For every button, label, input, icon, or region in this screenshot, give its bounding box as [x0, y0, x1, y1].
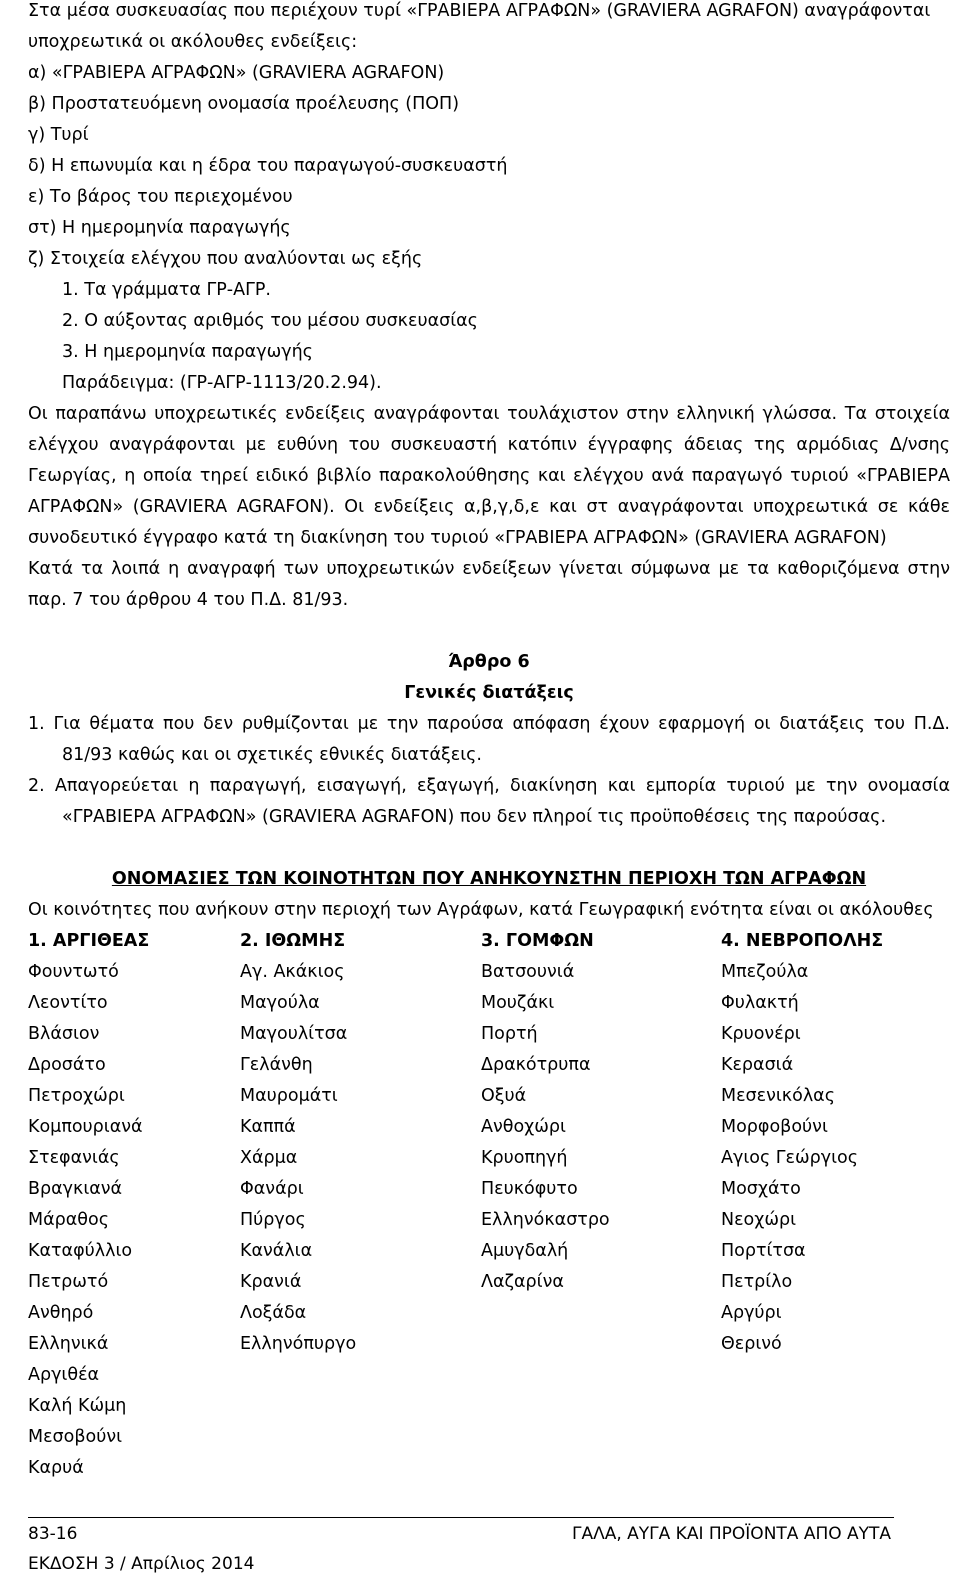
- paragraph-line: συνοδευτικό έγγραφο κατά τη διακίνηση του τυριού «ΓΡΑΒΙΕΡΑ ΑΓΡΑΦΩΝ» (GRAVIERA AGRAFON): [28, 528, 887, 548]
- community-column-header: 2. ΙΘΩΜΗΣ: [240, 931, 346, 951]
- community-name: Νεοχώρι: [721, 1210, 797, 1230]
- intro-line: ε) Το βάρος του περιεχομένου: [28, 187, 293, 207]
- community-name: Καρυά: [28, 1458, 84, 1478]
- community-name: Βατσουνιά: [481, 962, 575, 982]
- community-name: Πετρωτό: [28, 1272, 109, 1292]
- article-subtitle: Γενικές διατάξεις: [404, 683, 574, 703]
- community-name: Μεσοβούνι: [28, 1427, 123, 1447]
- community-name: Αργύρι: [721, 1303, 782, 1323]
- community-name: Στεφανιάς: [28, 1148, 120, 1168]
- community-name: Μάραθος: [28, 1210, 109, 1230]
- community-name: Κανάλια: [240, 1241, 313, 1261]
- community-name: Πετροχώρι: [28, 1086, 125, 1106]
- communities-heading: ΟΝΟΜΑΣΙΕΣ ΤΩΝ ΚΟΙΝΟΤΗΤΩΝ ΠΟΥ ΑΝΗΚΟΥΝΣΤΗΝ ΠΕΡΙΟΧΗ ΤΩΝ ΑΓΡΑΦΩΝ: [111, 869, 867, 889]
- intro-line: 2. Ο αύξοντας αριθμός του μέσου συσκευασίας: [62, 311, 478, 331]
- community-name: Δροσάτο: [28, 1055, 106, 1075]
- community-name: Βλάσιον: [28, 1024, 100, 1044]
- community-name: Αγ. Ακάκιος: [240, 962, 345, 982]
- footer-page-number: 83-16: [28, 1524, 78, 1544]
- paragraph-line: Γεωργίας, η οποία τηρεί ειδικό βιβλίο παρακολούθησης και ελέγχου ανά παραγωγό τυριού «ΓΡΑΒΙΕΡΑ: [28, 466, 950, 486]
- community-name: Δρακότρυπα: [481, 1055, 591, 1075]
- article-item-cont: «ΓΡΑΒΙΕΡΑ ΑΓΡΑΦΩΝ» (GRAVIERA AGRAFON) που δεν πληροί τις προϋποθέσεις της παρούσας.: [62, 807, 887, 827]
- article-item: 1. Για θέματα που δεν ρυθμίζονται με την παρούσα απόφαση έχουν εφαρμογή οι διατάξεις του Π.Δ.: [28, 714, 950, 734]
- community-name: Πετρίλο: [721, 1272, 793, 1292]
- paragraph-line: Οι παραπάνω υποχρεωτικές ενδείξεις αναγράφονται τουλάχιστον στην ελληνική γλώσσα. Τα στοιχεία: [28, 404, 950, 424]
- footer-rule: [28, 1517, 894, 1518]
- community-name: Πορτίτσα: [721, 1241, 806, 1261]
- article-item-cont: 81/93 καθώς και οι σχετικές εθνικές διατάξεις.: [62, 745, 482, 765]
- community-name: Κομπουριανά: [28, 1117, 143, 1137]
- community-name: Λοξάδα: [240, 1303, 307, 1323]
- community-name: Θερινό: [721, 1334, 782, 1354]
- paragraph-line: Κατά τα λοιπά η αναγραφή των υποχρεωτικών ενδείξεων γίνεται σύμφωνα με τα καθοριζόμενα στην: [28, 559, 950, 579]
- community-column-header: 3. ΓΟΜΦΩΝ: [481, 931, 594, 951]
- community-name: Φυλακτή: [721, 993, 799, 1013]
- intro-line: γ) Τυρί: [28, 125, 89, 145]
- intro-line: στ) Η ημερομηνία παραγωγής: [28, 218, 291, 238]
- community-name: Κρυοπηγή: [481, 1148, 568, 1168]
- community-name: Κρυονέρι: [721, 1024, 801, 1044]
- community-name: Λεοντίτο: [28, 993, 108, 1013]
- community-name: Χάρμα: [240, 1148, 298, 1168]
- community-name: Μαυρομάτι: [240, 1086, 338, 1106]
- document-page: [28, 0, 950, 1584]
- intro-line: δ) Η επωνυμία και η έδρα του παραγωγού-συσκευαστή: [28, 156, 508, 176]
- community-name: Μοσχάτο: [721, 1179, 801, 1199]
- paragraph-line: ΑΓΡΑΦΩΝ» (GRAVIERA AGRAFON). Οι ενδείξεις α,β,γ,δ,ε και στ αναγράφονται υποχρεωτικά σε κάθε: [28, 497, 950, 517]
- article-title: Άρθρο 6: [448, 652, 530, 672]
- community-name: Πορτή: [481, 1024, 538, 1044]
- footer-section-title: ΓΑΛΑ, ΑΥΓΑ ΚΑΙ ΠΡΟΪΟΝΤΑ ΑΠΟ ΑΥΤΑ: [572, 1524, 892, 1544]
- communities-intro: Οι κοινότητες που ανήκουν στην περιοχή των Αγράφων, κατά Γεωγραφική ενότητα είναι οι ακόλουθες: [28, 900, 934, 920]
- community-name: Καταφύλλιο: [28, 1241, 133, 1261]
- intro-line: α) «ΓΡΑΒΙΕΡΑ ΑΓΡΑΦΩΝ» (GRAVIERA AGRAFON): [28, 63, 445, 83]
- community-name: Αργιθέα: [28, 1365, 100, 1385]
- intro-line: Στα μέσα συσκευασίας που περιέχουν τυρί «ΓΡΑΒΙΕΡΑ ΑΓΡΑΦΩΝ» (GRAVIERA AGRAFON) αναγράφονται: [28, 1, 931, 21]
- community-name: Λαζαρίνα: [481, 1272, 564, 1292]
- community-name: Ανθοχώρι: [481, 1117, 566, 1137]
- community-name: Πευκόφυτο: [481, 1179, 578, 1199]
- community-name: Μουζάκι: [481, 993, 555, 1013]
- article-item: 2. Απαγορεύεται η παραγωγή, εισαγωγή, εξαγωγή, διακίνηση και εμπορία τυριού με την ονομασία: [28, 776, 950, 796]
- footer-edition: ΕΚΔΟΣΗ 3 / Απρίλιος 2014: [28, 1554, 255, 1574]
- communities-table: [28, 930, 950, 1490]
- intro-line: υποχρεωτικά οι ακόλουθες ενδείξεις:: [28, 32, 358, 52]
- community-name: Ελληνόκαστρο: [481, 1210, 610, 1230]
- intro-line: Παράδειγμα: (ΓΡ-ΑΓΡ-1113/20.2.94).: [62, 373, 382, 393]
- community-name: Καλή Κώμη: [28, 1396, 127, 1416]
- community-name: Οξυά: [481, 1086, 527, 1106]
- community-name: Ελληνόπυργο: [240, 1334, 357, 1354]
- community-name: Μορφοβούνι: [721, 1117, 828, 1137]
- community-name: Ελληνικά: [28, 1334, 109, 1354]
- community-name: Μαγουλίτσα: [240, 1024, 348, 1044]
- community-name: Βραγκιανά: [28, 1179, 123, 1199]
- community-name: Πύργος: [240, 1210, 306, 1230]
- community-name: Καππά: [240, 1117, 296, 1137]
- community-name: Φουντωτό: [28, 962, 119, 982]
- community-name: Κερασιά: [721, 1055, 794, 1075]
- intro-line: β) Προστατευόμενη ονομασία προέλευσης (ΠΟΠ): [28, 94, 460, 114]
- community-name: Μεσενικόλας: [721, 1086, 835, 1106]
- paragraph-line: ελέγχου αναγράφονται με ευθύνη του συσκευαστή κατόπιν έγγραφης άδειας της αρμόδιας Δ/νσης: [28, 435, 950, 455]
- community-column-header: 4. ΝΕΒΡΟΠΟΛΗΣ: [721, 931, 884, 951]
- intro-line: ζ) Στοιχεία ελέγχου που αναλύονται ως εξής: [28, 249, 423, 269]
- community-name: Μαγούλα: [240, 993, 320, 1013]
- community-name: Γελάνθη: [240, 1055, 313, 1075]
- community-name: Φανάρι: [240, 1179, 304, 1199]
- community-name: Μπεζούλα: [721, 962, 809, 982]
- community-name: Ανθηρό: [28, 1303, 94, 1323]
- community-name: Αγιος Γεώργιος: [721, 1148, 859, 1168]
- community-name: Αμυγδαλή: [481, 1241, 569, 1261]
- intro-line: 3. Η ημερομηνία παραγωγής: [62, 342, 313, 362]
- intro-line: 1. Τα γράμματα ΓΡ-ΑΓΡ.: [62, 280, 271, 300]
- community-name: Κρανιά: [240, 1272, 302, 1292]
- community-column-header: 1. ΑΡΓΙΘΕΑΣ: [28, 931, 150, 951]
- paragraph-line: παρ. 7 του άρθρου 4 του Π.Δ. 81/93.: [28, 590, 349, 610]
